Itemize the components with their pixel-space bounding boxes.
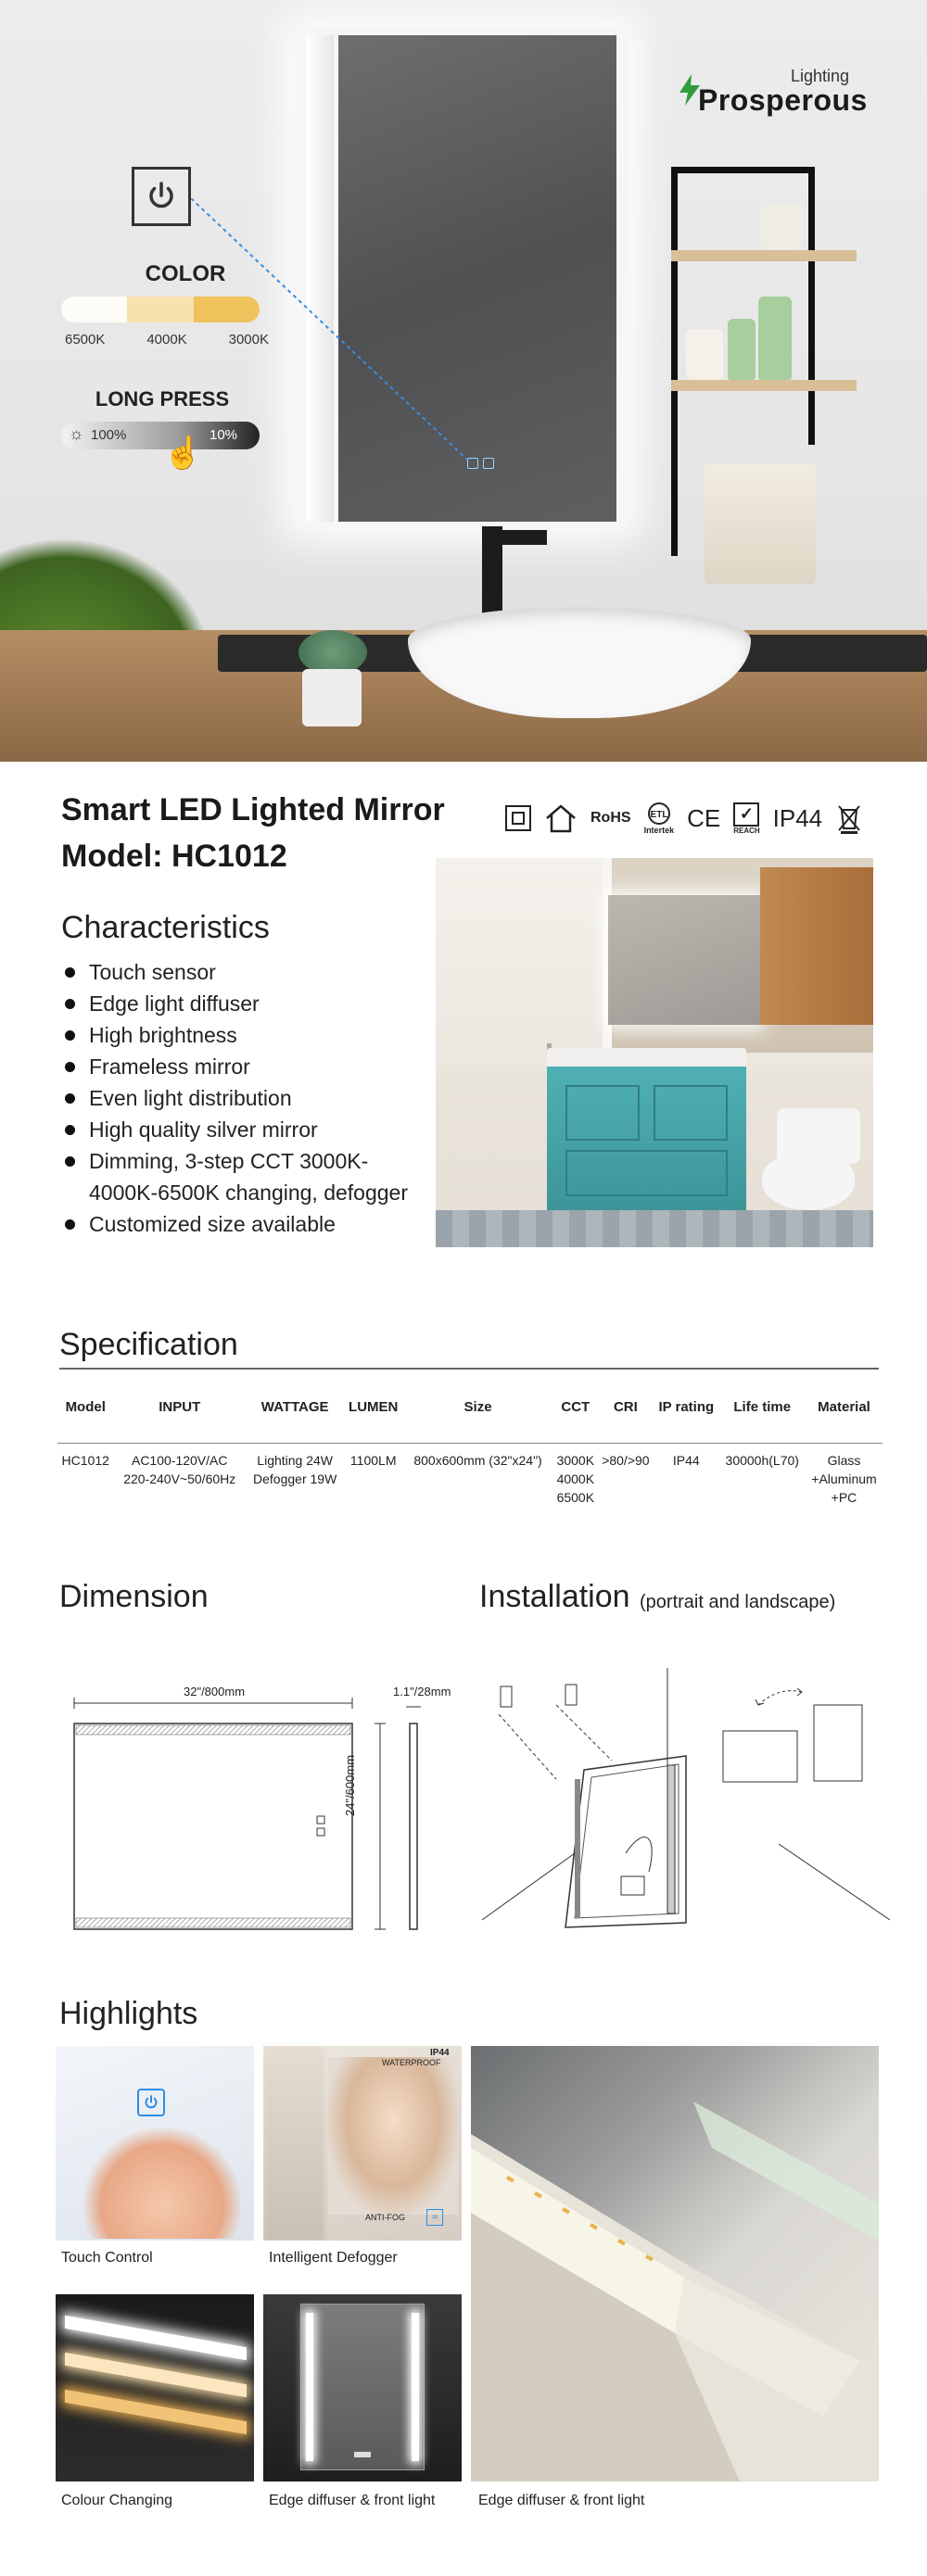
indoor-use-icon xyxy=(544,803,578,833)
faucet-image xyxy=(482,530,547,545)
cell-line: 3000K xyxy=(556,1453,595,1468)
dimension-diagram xyxy=(65,1677,445,1937)
mirror-image xyxy=(608,895,761,1025)
cell-line: Glass xyxy=(827,1453,861,1468)
class-ii-icon xyxy=(505,805,531,831)
col-header: Life time xyxy=(733,1399,792,1415)
bathroom-photo xyxy=(436,858,873,1247)
etl-mark-icon xyxy=(644,802,674,826)
installation-drawing xyxy=(482,1668,890,1946)
table-cell xyxy=(57,1444,113,1508)
checkmark-icon: ✓ xyxy=(733,802,759,827)
table-cell xyxy=(654,1444,718,1508)
touch-control-caption: Touch Control xyxy=(61,2250,153,2266)
list-item: High brightness xyxy=(63,1019,434,1051)
front-light-caption: Edge diffuser & front light xyxy=(269,2493,436,2508)
cell-line: IP44 xyxy=(672,1453,700,1468)
list-item: Frameless mirror xyxy=(63,1051,434,1082)
installation-diagram xyxy=(482,1668,890,1946)
defogger-photo xyxy=(263,2046,462,2241)
cct-swatch-6500k xyxy=(61,297,127,322)
table-cell xyxy=(553,1444,598,1508)
vanity-top-image xyxy=(547,1048,746,1068)
colour-changing-caption: Colour Changing xyxy=(61,2493,173,2508)
ip44-badge: IP44 xyxy=(772,803,823,832)
towel-image xyxy=(705,463,816,584)
jar-image xyxy=(686,329,723,380)
wood-cabinet-image xyxy=(760,867,873,1025)
wood-shelf xyxy=(671,250,857,261)
reach-label: REACH xyxy=(733,826,760,835)
succulent-image xyxy=(298,630,367,675)
reach-badge xyxy=(733,802,759,835)
list-item: Touch sensor xyxy=(63,956,434,988)
col-header: CCT xyxy=(561,1399,590,1415)
edge-diffuser-closeup-photo xyxy=(471,2046,879,2481)
cell-line: HC1012 xyxy=(61,1453,109,1468)
rohs-badge: RoHS xyxy=(590,810,631,826)
light-bulb-icon: ☼ xyxy=(69,424,84,443)
rack-frame xyxy=(808,167,815,445)
left-light-strip xyxy=(306,2313,313,2461)
brand-logo xyxy=(681,67,867,122)
cell-line: 1100LM xyxy=(349,1453,397,1468)
cct-color-bar xyxy=(61,297,260,322)
width-label: 32"/800mm xyxy=(184,1685,246,1698)
installation-subtitle: (portrait and landscape) xyxy=(640,1592,836,1612)
brightness-high-label: 100% xyxy=(91,427,127,443)
dimension-title: Dimension xyxy=(59,1579,209,1614)
hero-banner xyxy=(0,0,927,762)
list-item: High quality silver mirror xyxy=(63,1114,434,1145)
right-light-strip xyxy=(412,2313,419,2461)
neutral-light-strip xyxy=(65,2353,247,2398)
product-title: Smart LED Lighted Mirror xyxy=(61,792,445,827)
col-header: IP rating xyxy=(658,1399,715,1415)
woman-portrait-image xyxy=(328,2057,458,2215)
hand-pointer-icon: ☝ xyxy=(163,436,203,471)
table-cell xyxy=(598,1444,654,1508)
col-header: Material xyxy=(818,1399,870,1415)
color-title: COLOR xyxy=(145,261,226,286)
cell-line: 6500K xyxy=(556,1490,595,1505)
cell-line: 4000K xyxy=(556,1471,595,1486)
cell-line: 220-240V~50/60Hz xyxy=(123,1471,236,1486)
tile-floor-image xyxy=(436,1210,873,1247)
col-header: LUMEN xyxy=(349,1399,399,1415)
cell-line: Defogger 19W xyxy=(253,1471,337,1486)
brand-tagline: Lighting xyxy=(791,67,850,85)
specification-title: Specification xyxy=(59,1327,238,1362)
list-item: Dimming, 3-step CCT 3000K-4000K-6500K changing, defogger xyxy=(63,1145,434,1208)
brand-name: Prosperous xyxy=(698,83,868,117)
table-cell xyxy=(402,1444,553,1508)
intertek-badge xyxy=(644,802,675,835)
defog-icon: ≈ xyxy=(426,2209,443,2226)
diffuser-profile-image xyxy=(471,2046,879,2481)
table-cell xyxy=(246,1444,344,1508)
list-item: Even light distribution xyxy=(63,1082,434,1114)
cell-line: 800x600mm (32"x24") xyxy=(413,1453,542,1468)
warm-light-strip xyxy=(65,2390,247,2435)
col-header: CRI xyxy=(613,1399,638,1415)
col-header: WATTAGE xyxy=(260,1399,329,1415)
characteristics-title: Characteristics xyxy=(61,910,270,945)
cell-line: +PC xyxy=(831,1490,857,1505)
waterproof-label: WATERPROOF xyxy=(382,2058,441,2067)
bottle-image xyxy=(728,319,756,380)
power-icon xyxy=(137,2089,165,2116)
product-model: Model: HC1012 xyxy=(61,839,287,874)
finger-image xyxy=(83,2128,241,2239)
ip44-label: IP44 xyxy=(430,2048,450,2058)
cct-label: 4000K xyxy=(146,332,187,347)
table-header-row xyxy=(57,1399,883,1444)
height-label: 24"/600mm xyxy=(343,1754,357,1816)
front-light-photo xyxy=(263,2294,462,2481)
cell-line: 30000h(L70) xyxy=(725,1453,799,1468)
dimension-drawing xyxy=(65,1677,451,1937)
table-cell xyxy=(806,1444,883,1508)
divider xyxy=(59,1368,879,1370)
col-header: INPUT xyxy=(159,1399,201,1415)
antifog-label: ANTI-FOG xyxy=(365,2213,405,2222)
characteristics-list xyxy=(63,956,434,1240)
rack-frame xyxy=(671,167,815,173)
brightness-bar xyxy=(61,422,260,471)
ce-badge: CE xyxy=(687,803,721,832)
bottle-image xyxy=(758,297,792,380)
touch-control-photo xyxy=(56,2046,254,2241)
plant-pot-image xyxy=(302,669,362,726)
jar-image xyxy=(760,204,803,250)
brightness-low-label: 10% xyxy=(210,427,238,443)
colour-changing-photo xyxy=(56,2294,254,2481)
table-cell xyxy=(113,1444,246,1508)
specification-table xyxy=(57,1399,883,1507)
highlights-title: Highlights xyxy=(59,1996,198,2031)
table-cell xyxy=(718,1444,806,1508)
certification-row xyxy=(505,797,895,840)
mirror-image xyxy=(300,2304,425,2470)
rack-frame xyxy=(671,167,678,556)
cct-labels xyxy=(65,332,269,347)
cell-line: >80/>90 xyxy=(602,1453,650,1468)
weee-bin-icon xyxy=(835,802,863,834)
long-press-title: LONG PRESS xyxy=(95,387,230,410)
edge-diffuser-caption: Edge diffuser & front light xyxy=(478,2493,645,2508)
installation-title: Installation xyxy=(479,1579,630,1614)
defogger-caption: Intelligent Defogger xyxy=(269,2250,398,2266)
depth-label: 1.1"/28mm xyxy=(393,1685,451,1698)
cct-label: 6500K xyxy=(65,332,106,347)
toilet-bowl-image xyxy=(762,1155,855,1210)
list-item: Customized size available xyxy=(63,1208,434,1240)
list-item: Edge light diffuser xyxy=(63,988,434,1019)
svg-text:ETL: ETL xyxy=(650,810,668,820)
cell-line: Lighting 24W xyxy=(257,1453,334,1468)
cct-swatch-4000k xyxy=(127,297,193,322)
table-cell xyxy=(344,1444,402,1508)
cell-line: +Aluminum xyxy=(811,1471,877,1486)
cool-light-strip xyxy=(65,2316,247,2361)
col-header: Size xyxy=(464,1399,492,1415)
cct-swatch-3000k xyxy=(194,297,260,322)
col-header: Model xyxy=(65,1399,106,1415)
touch-buttons-image xyxy=(354,2452,371,2457)
cct-label: 3000K xyxy=(228,332,269,347)
wood-shelf xyxy=(671,380,857,391)
table-row xyxy=(57,1444,883,1508)
intertek-label: Intertek xyxy=(643,826,675,835)
cell-line: AC100-120V/AC xyxy=(131,1453,228,1468)
power-icon xyxy=(132,167,191,226)
